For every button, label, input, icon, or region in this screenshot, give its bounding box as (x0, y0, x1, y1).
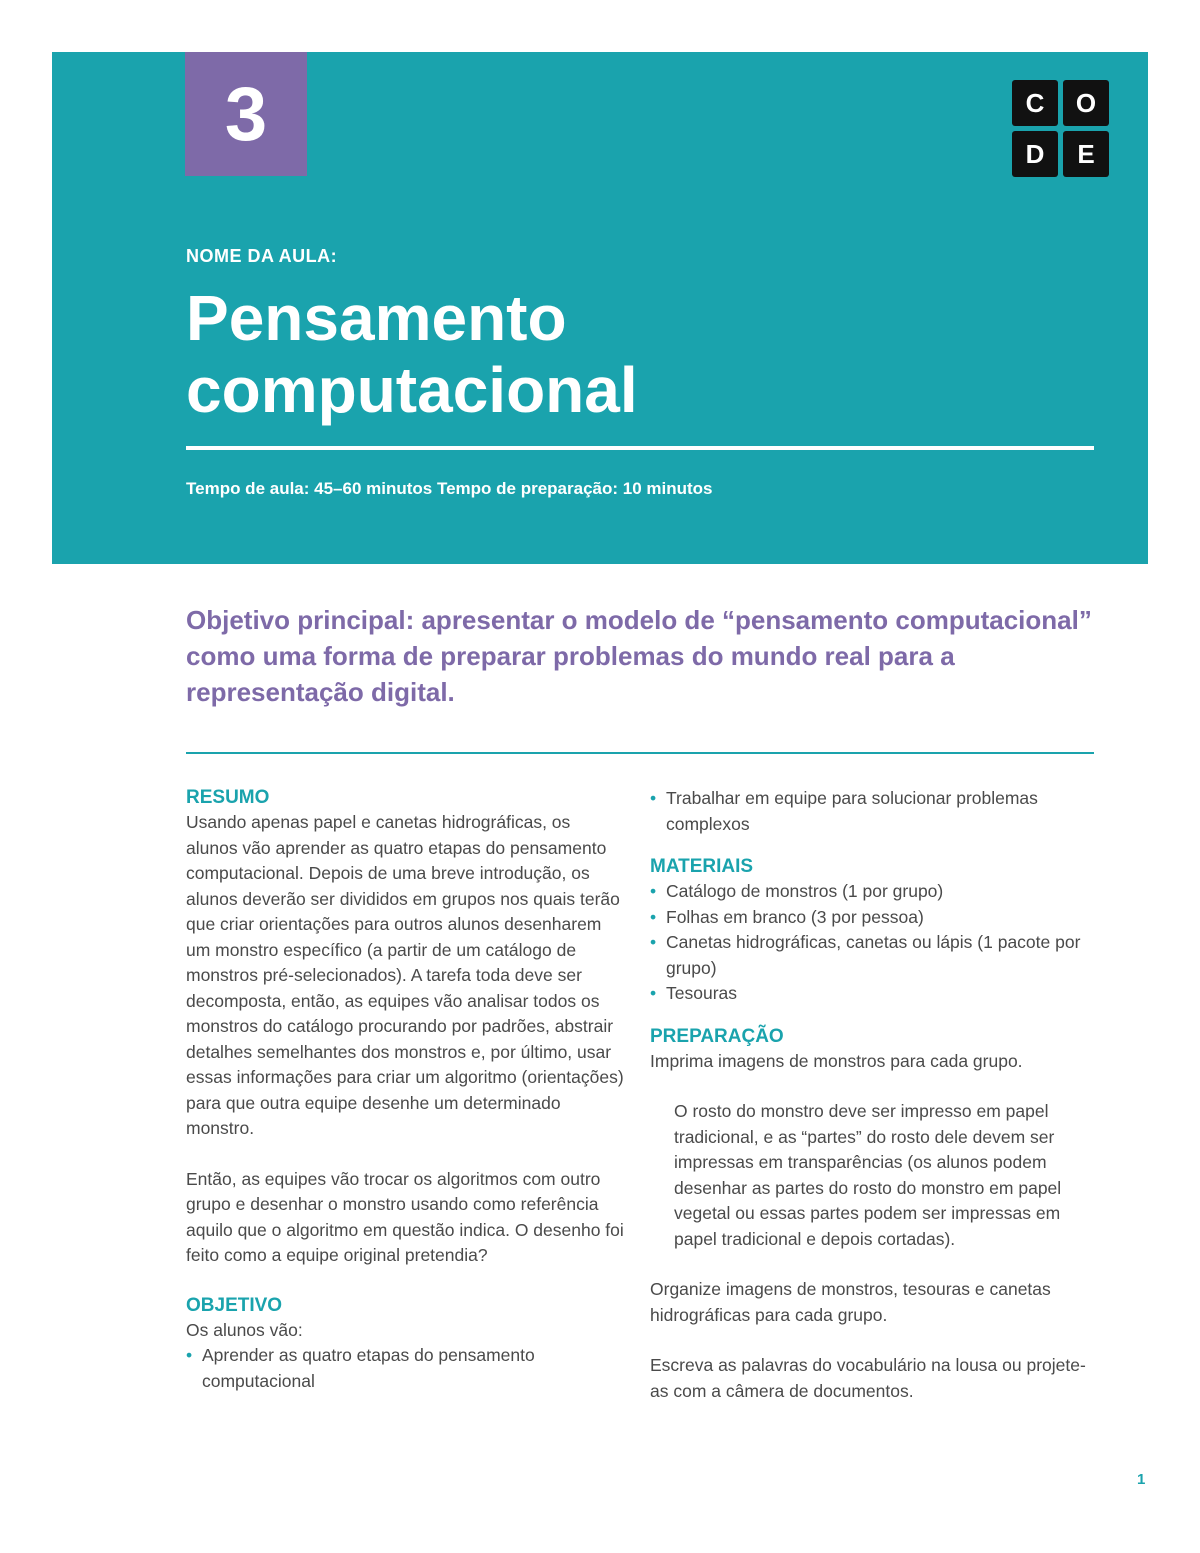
objetivo-heading: OBJETIVO (186, 1294, 283, 1316)
list-item: • Trabalhar em equipe para solucionar problemas complexos (650, 786, 1100, 837)
main-objective: Objetivo principal: apresentar o modelo de “pensamento computacional” como uma forma de preparar problemas do mundo real para a representação digital. (186, 605, 1092, 707)
section-divider (186, 752, 1094, 754)
title-line-2: computacional (186, 354, 638, 426)
lesson-label: NOME DA AULA: (186, 246, 338, 266)
list-item: • Canetas hidrográficas, canetas ou lápis (1 pacote por grupo) (650, 930, 1100, 981)
list-item: • Catálogo de monstros (1 por grupo) (650, 879, 1100, 905)
lesson-number-badge: 3 (185, 52, 307, 176)
preparacao-paragraph-1: Imprima imagens de monstros para cada grupo. (650, 1050, 1023, 1071)
preparacao-heading: PREPARAÇÃO (650, 1025, 784, 1047)
list-item: • Tesouras (650, 981, 1100, 1007)
resumo-heading: RESUMO (186, 787, 270, 808)
title-line-1: Pensamento (186, 282, 567, 354)
right-column (650, 786, 1100, 1404)
preparacao-paragraph-2: Organize imagens de monstros, tesouras e canetas hidrográficas para cada grupo. (650, 1279, 1051, 1325)
objetivo-intro: Os alunos vão: (186, 1319, 303, 1340)
resumo-paragraph-1: Usando apenas papel e canetas hidrográficas, os alunos vão aprender as quatro etapas do pensamento computacional. Depois de uma breve introdução, os alunos deverão ser divididos em grupos nos quais terão que criar orientações para outros alunos desenharem um monstro específico (a partir de um catálogo de monstros pré-selecionados). A tarefa toda deve ser decomposta, então, as equipes vão analisar todos os monstros do catálogo procurando por padrões, abstrair detalhes semelhantes dos monstros e, por último, usar essas informações para criar um algoritmo (orientações) para que outra equipe desenhe um determinado monstro. (186, 812, 624, 1138)
logo-letter-d: D (1012, 131, 1058, 177)
code-logo (1012, 80, 1109, 178)
lesson-title (186, 282, 638, 426)
objetivo-list-continued (650, 786, 1100, 837)
materiais-heading: MATERIAIS (650, 856, 754, 877)
preparacao-paragraph-3: Escreva as palavras do vocabulário na lousa ou projete-as com a câmera de documentos. (650, 1355, 1086, 1401)
list-item: • Folhas em branco (3 por pessoa) (650, 905, 1100, 931)
list-item: • Aprender as quatro etapas do pensamento computacional (186, 1343, 626, 1394)
left-column (186, 786, 626, 1394)
logo-letter-c: C (1012, 80, 1058, 126)
objetivo-list (186, 1343, 626, 1394)
logo-letter-e: E (1063, 131, 1109, 177)
page-number: 1 (1137, 1471, 1146, 1488)
materiais-list (650, 879, 1100, 1007)
title-divider (186, 446, 1094, 450)
resumo-paragraph-2: Então, as equipes vão trocar os algoritmos com outro grupo e desenhar o monstro usando como referência aquilo que o algoritmo em questão indica. O desenho foi feito como a equipe original pretendia? (186, 1168, 624, 1265)
logo-letter-o: O (1063, 80, 1109, 126)
preparacao-note: O rosto do monstro deve ser impresso em papel tradicional, e as “partes” do rosto dele devem ser impressas em transparências (os alunos podem desenhar as partes do rosto do monstro em papel vegetal ou essas partes podem ser impressas em papel tradicional e depois cortadas). (674, 1101, 1062, 1249)
lesson-times: Tempo de aula: 45–60 minutos Tempo de preparação: 10 minutos (186, 479, 713, 498)
